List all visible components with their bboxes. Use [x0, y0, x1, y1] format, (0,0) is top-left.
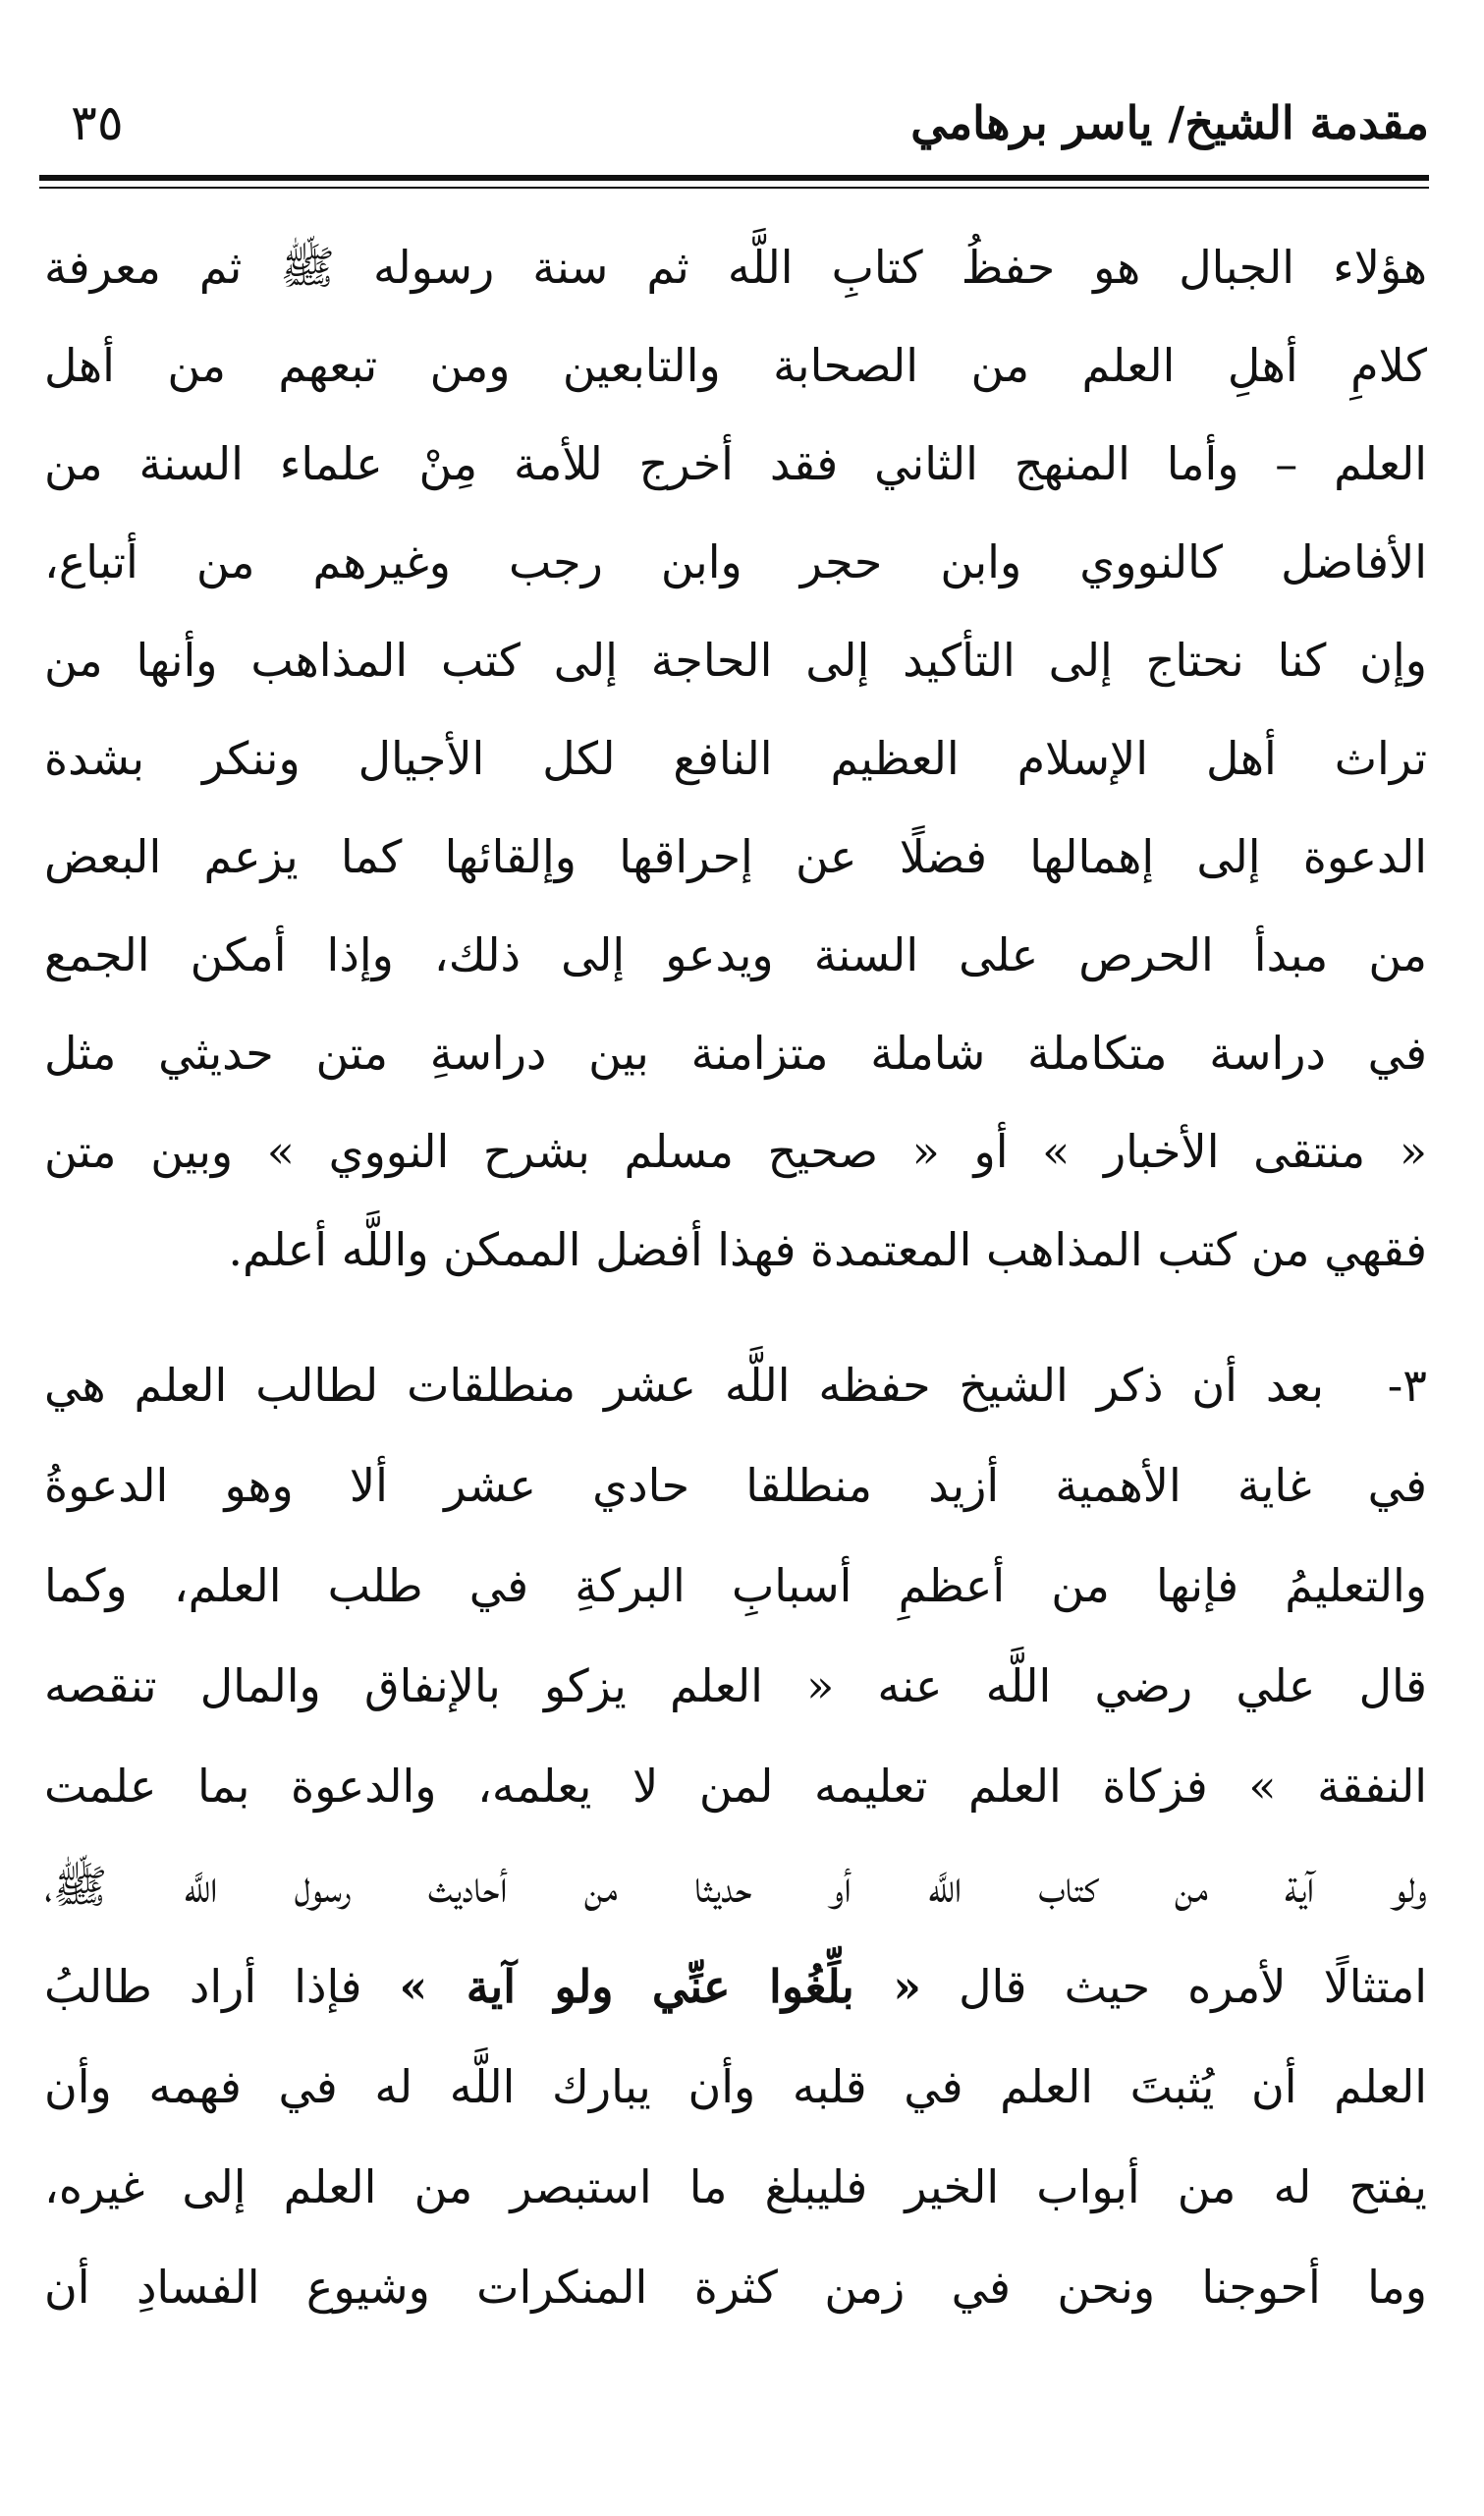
- item-3-line: في غاية الأهمية أزيد منطلقا حادي عشر ألا وهو الدعوةُ: [44, 1459, 1427, 1512]
- item-3-line-with-hadith: [44, 1937, 1427, 2036]
- item-3-line: وما أحوجنا ونحن في زمن كثرة المنكرات وشيوع الفسادِ أن: [44, 2261, 1427, 2314]
- running-header-title: مقدمة الشيخ/ ياسر برهامي: [910, 96, 1429, 149]
- item-3-line: يفتح له من أبواب الخير فليبلغ ما استبصر من العلم إلى غيره،: [44, 2160, 1427, 2213]
- item-3-line: العلم أن يُثبتَ العلم في قلبه وأن يبارك اللَّه له في فهمه وأن: [44, 2060, 1427, 2113]
- paragraph-1-line: كلامِ أهلِ العلم من الصحابة والتابعين ومن تبعهم من أهل: [44, 339, 1427, 392]
- item-3-text-after-quote: فإذا أراد طالبُ: [44, 1960, 400, 2013]
- item-3-line: قال علي رضي اللَّه عنه « العلم يزكو بالإنفاق والمال تنقصه: [44, 1659, 1427, 1712]
- paragraph-1-line: هؤلاء الجبال هو حفظُ كتابِ اللَّه ثم سنة رسوله ﷺ ثم معرفة: [44, 241, 1427, 294]
- paragraph-1-line: « منتقى الأخبار » أو « صحيح مسلم بشرح النووي » وبين متن: [44, 1125, 1427, 1178]
- item-3-number: ٣-: [1387, 1359, 1427, 1412]
- paragraph-1-line: تراث أهل الإسلام العظيم النافع لكل الأجيال وننكر بشدة: [44, 732, 1427, 785]
- item-3-line: بعد أن ذكر الشيخ حفظه اللَّه عشر منطلقات لطالب العلم هي: [44, 1359, 1324, 1412]
- item-3-line: ولو آية من كتاب اللَّه أو حديثا من أحاديث رسول اللَّه ﷺ،: [44, 1860, 1427, 1913]
- paragraph-1-line: في دراسة متكاملة شاملة متزامنة بين دراسةِ متن حديثي مثل: [44, 1027, 1427, 1080]
- paragraph-1-line: من مبدأ الحرص على السنة ويدعو إلى ذلك، وإذا أمكن الجمع: [44, 928, 1427, 981]
- paragraph-1-line: وإن كنا نحتاج إلى التأكيد إلى الحاجة إلى كتب المذاهب وأنها من: [44, 634, 1427, 687]
- hadith-quote: « بلِّغُوا عنِّي ولو آية »: [399, 1960, 922, 2013]
- paragraph-1-line: الأفاضل كالنووي وابن حجر وابن رجب وغيرهم من أتباع،: [44, 535, 1427, 588]
- item-3-line: والتعليمُ فإنها من أعظمِ أسبابِ البركةِ في طلب العلم، وكما: [44, 1559, 1427, 1612]
- page-body: [44, 0, 1427, 2516]
- paragraph-1-line: فقهي من كتب المذاهب المعتمدة فهذا أفضل الممكن واللَّه أعلم.: [228, 1223, 1427, 1276]
- paragraph-1-line: الدعوة إلى إهمالها فضلًا عن إحراقها وإلقائها كما يزعم البعض: [44, 830, 1427, 883]
- item-3-text-before-quote: امتثالًا لأمره حيث قال: [921, 1960, 1427, 2013]
- paragraph-1-line: العلم – وأما المنهج الثاني فقد أخرج للأمة مِنْ علماء السنة من: [44, 437, 1427, 490]
- item-3-line: النفقة » فزكاة العلم تعليمه لمن لا يعلمه، والدعوة بما علمت: [44, 1760, 1427, 1813]
- page-number: ٣٥: [71, 94, 124, 151]
